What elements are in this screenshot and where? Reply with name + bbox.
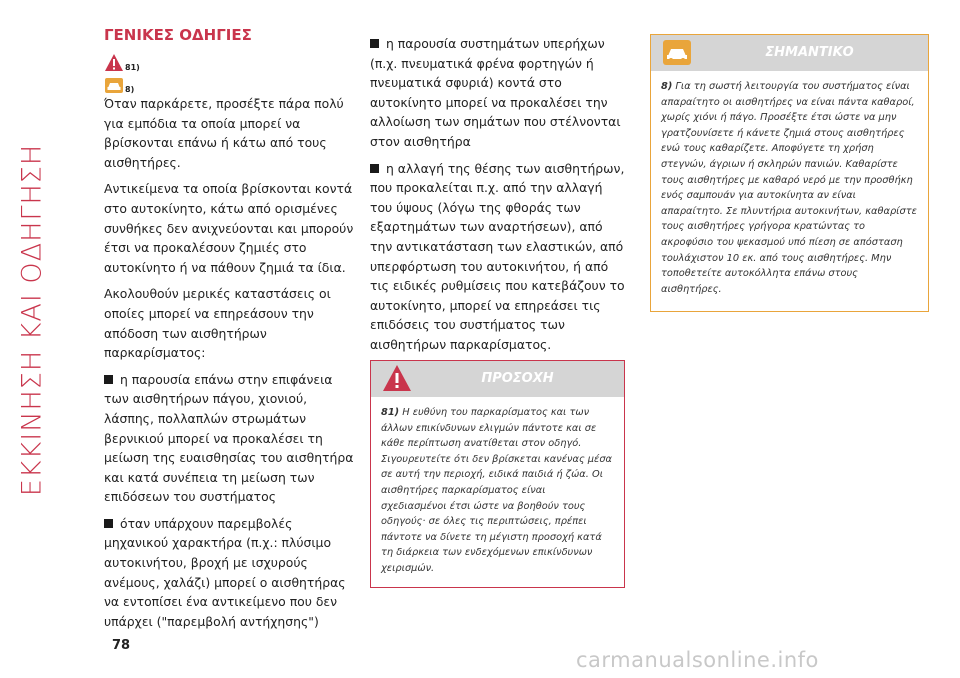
bullet-text: η παρουσία επάνω στην επιφάνεια των αισθητήρων πάγου, χιονιού, λάσπης, πολλαπλών στρωμάτων βερνικιού μπορεί να προκαλέσει τη μείωση της ευαισθησίας του αισθητήρα και κατά συνέπεια τη μείωση των επιδόσεων του συστήματος [104, 371, 354, 505]
reference-markers [104, 50, 354, 94]
reference-marker-label: 8) [125, 85, 135, 94]
bullet-square-icon [370, 164, 379, 173]
page-number: 78 [112, 638, 131, 653]
reference-marker-warning [104, 50, 354, 72]
reference-marker-label: 81) [125, 63, 140, 72]
side-section-title-text: ΕΚΚΙΝΗΣΗ ΚΑΙ ΟΔΗΓΗΣΗ [16, 143, 48, 497]
bullet-square-icon [104, 375, 113, 384]
attention-box [370, 360, 625, 588]
bullet-item [370, 34, 626, 152]
car-hand-icon [104, 75, 124, 94]
attention-note-number: 81) [381, 407, 400, 418]
section-heading: ΓΕΝΙΚΕΣ ΟΔΗΓΙΕΣ [104, 26, 252, 44]
bullet-square-icon [104, 519, 113, 528]
important-note-text: Για τη σωστή λειτουργία του συστήματος είναι απαραίτητο οι αισθητήρες να είναι πάντα καθαροί, χωρίς χιόνι ή πάγο. Προσέξτε έτσι ώστε να μην γρατζουνίσετε ή κάνετε ζημιά στους αισθητήρες ενώ τους καθαρίζετε. Αποφύγετε τη χρήση στεγνών, άγριων ή σκληρών πανιών. Καθαρίστε τους αισθητήρες με καθαρό νερό με την προσθήκη ενός σαμπουάν για αυτοκίνητα αν είναι απαραίτητο. Σε πλυντήρια αυτοκινήτων, καθαρίστε τους αισθητήρες γρήγορα κρατώντας το ακροφύσιο του ψεκασμού υπό πίεση σε απόσταση τουλάχιστον 10 εκ. από τους αισθητήρες. Μην τοποθετείτε αυτοκόλλητα επάνω στους αισθητήρες. [661, 81, 917, 295]
paragraph: Ακολουθούν μερικές καταστάσεις οι οποίες μπορεί να επηρεάσουν την απόδοση των αισθητήρων παρκαρίσματος: [104, 286, 331, 361]
attention-box-body [371, 397, 624, 577]
important-box-title: ΣΗΜΑΝΤΙΚΟ [765, 45, 854, 60]
paragraph: Αντικείμενα τα οποία βρίσκονται κοντά στο αυτοκίνητο, κάτω από ορισμένες συνθήκες δεν ανιχνεύονται και μπορούν έτσι να προκαλέσουν ζημιές στο αυτοκίνητο ή να πάθουν ζημιά τα ίδια. [104, 181, 354, 275]
bullet-text: η παρουσία συστημάτων υπερήχων (π.χ. πνευματικά φρένα φορτηγών ή πνευματικά σφυριά) κοντά στο αυτοκίνητο μπορεί να προκαλέσει την αλλοίωση των σημάτων που στέλνονται στον αισθητήρα [370, 36, 621, 149]
warning-triangle-icon [104, 53, 124, 72]
bullet-text: όταν υπάρχουν παρεμβολές μηχανικού χαρακτήρα (π.χ.: πλύσιμο αυτοκινήτου, βροχή με ισχυρούς ανέμους, χαλάζι) μπορεί ο αισθητήρας να εντοπίσει ένα αντικείμενο που δεν υπάρχει ("παρεμβολή αντήχησης") [104, 515, 346, 629]
column-left [104, 26, 354, 638]
important-box [650, 34, 929, 312]
bullet-text: η αλλαγή της θέσης των αισθητήρων, που προκαλείται π.χ. από την αλλαγή του ύψους (λόγω της φθοράς των εξαρτημάτων των αναρτήσεων), από την αντικατάσταση των ελαστικών, από υπερφόρτωση του αυτοκινήτου, ή από τις ειδικές ρυθμίσεις που κατεβάζουν το αυτοκίνητο, μπορεί να επηρεάσει τις επιδόσεις του συστήματος των αισθητήρων παρκαρίσματος. [370, 160, 625, 352]
important-box-body [651, 71, 928, 297]
bullet-item [104, 514, 354, 632]
column-middle [370, 34, 626, 362]
attention-box-title: ΠΡΟΣΟΧΗ [481, 371, 554, 386]
bullet-square-icon [370, 39, 379, 48]
attention-box-header [371, 361, 624, 397]
paragraph: Όταν παρκάρετε, προσέξτε πάρα πολύ για εμπόδια τα οποία μπορεί να βρίσκονται επάνω ή κάτω από τους αισθητήρες. [104, 96, 344, 170]
bullet-item [370, 159, 626, 355]
bullet-item [104, 370, 354, 507]
attention-note-text: Η ευθύνη του παρκαρίσματος και των άλλων επικίνδυνων ελιγμών πάντοτε και σε κάθε περίπτωση ανατίθεται στον οδηγό. Σιγουρευτείτε ότι δεν βρίσκεται κανένας μέσα σε αυτή την περιοχή, ειδικά παιδιά ή ζώα. Οι αισθητήρες παρκαρίσματος είναι σχεδιασμένοι έτσι ώστε να βοηθούν τους οδηγούς· σε όλες τις περιπτώσεις, πρέπει πάντοτε να δίνετε τη μέγιστη προσοχή κατά τη διάρκεια των ενδεχόμενων επικίνδυνων χειρισμών. [381, 407, 613, 574]
important-note-number: 8) [661, 81, 673, 92]
reference-marker-important [104, 72, 354, 94]
important-box-header [651, 35, 928, 71]
side-section-title [2, 20, 62, 620]
watermark: carmanualsonline.info [576, 648, 819, 672]
